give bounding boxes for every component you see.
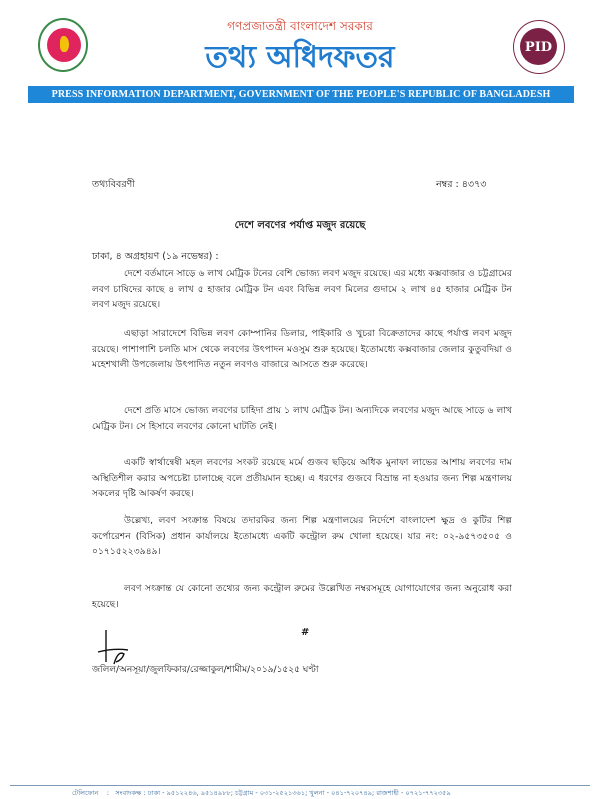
paragraph-5 <box>92 513 512 560</box>
footer-separator: : <box>106 789 110 797</box>
footer-label: টেলিফোন <box>72 789 99 797</box>
government-line: গণপ্রজাতন্ত্রী বাংলাদেশ সরকার <box>227 19 373 33</box>
paragraph-text: উল্লেখ্য, লবণ সংক্রান্ত বিষয়ে তদারকির জন্য শিল্প মন্ত্রণালয়ের নির্দেশে বাংলাদেশ ক্ষুদ্র ও কুটির শিল্প কর্পোরেশন (বিসিক) প্রধান কার্যালয়ে ইতোমধ্যে একটি কন্ট্রোল রুম খোলা হয়েছে। যার নং: ০২-৯৫৭৩৫০৫ ও ০১৭১৫২২৩৯৪৯। <box>92 515 512 557</box>
paragraph-text: লবণ সংক্রান্ত যে কোনো তথ্যের জন্য কন্ট্রোল রুমের উল্লেখিত নম্বরসমূহে যোগাযোগের জন্য অনুরোধ করা হয়েছে। <box>92 583 512 610</box>
pid-logo-text: PID <box>520 28 557 65</box>
government-seal-logo <box>38 18 88 72</box>
paragraph-3 <box>92 403 512 434</box>
reference-line: জলিল/অনসূয়া/জুলফিকার/রেজ্জাকুল/শামীম/২০১৯/১৫২৫ ঘণ্টা <box>92 665 319 675</box>
memo-number: নম্বর : ৪৩৭৩ <box>436 179 487 190</box>
paragraph-1 <box>92 266 512 313</box>
paragraph-text: একটি স্বার্থান্বেষী মহল লবণের সংকট রয়েছে মর্মে গুজব ছড়িয়ে অধিক মুনাফা লাভের আশায় লবণের দাম অস্থিতিশীল করার অপচেষ্টা চালাচ্ছে বলে প্রতীয়মান হচ্ছে। এ ধরণের গুজবে বিভ্রান্ত না হওয়ার জন্য শিল্প মন্ত্রণালয় সকলের দৃষ্টি আকর্ষণ করছে। <box>92 457 512 499</box>
paragraph-text: এছাড়া সারাদেশে বিভিন্ন লবণ কোম্পানির ডিলার, পাইকারি ও খুচরা বিক্রেতাদের কাছে পর্যাপ্ত লবণ মজুদ রয়েছে। পাশাপাশি চলতি মাস থেকে লবণের উৎপাদন মওসুম শুরু হয়েছে। ইতোমধ্যে কক্সবাজার জেলার কুতুবদিয়া ও মহেশখালী উপজেলায় উৎপাদিত নতুন লবণও বাজারে আসতে শুরু করেছে। <box>92 328 512 370</box>
department-title: তথ্য অধিদফতর <box>205 40 395 75</box>
paragraph-text: দেশে বর্তমানে সাড়ে ৬ লাখ মেট্রিক টনের বেশি ভোজ্য লবণ মজুদ রয়েছে। এর মধ্যে কক্সবাজার ও চট্টগ্রামের লবণ চাষিদের কাছে ৪ লাখ ৫ হাজার মেট্রিক টন এবং বিভিন্ন লবণ মিলের গুদামে ২ লাখ ৪৫ হাজার মেট্রিক টন লবণ মজুদ রয়েছে। <box>92 268 512 310</box>
pid-logo <box>513 20 565 74</box>
department-banner: PRESS INFORMATION DEPARTMENT, GOVERNMENT OF THE PEOPLE'S REPUBLIC OF BANGLADESH <box>28 86 574 103</box>
footer-divider <box>10 785 590 786</box>
document-type-label: তথ্যবিবরণী <box>92 179 136 190</box>
footer-contacts <box>72 787 582 799</box>
end-mark: # <box>301 627 310 638</box>
headline: দেশে লবণের পর্যাপ্ত মজুদ রয়েছে <box>234 220 366 231</box>
bangladesh-map-icon <box>60 36 69 52</box>
paragraph-4 <box>92 455 512 502</box>
dateline: ঢাকা, ৪ অগ্রহায়ণ (১৯ নভেম্বর) : <box>92 251 219 262</box>
paragraph-6 <box>92 581 512 612</box>
paragraph-text: দেশে প্রতি মাসে ভোজ্য লবণের চাহিদা প্রায় ১ লাখ মেট্রিক টন। অন্যদিকে লবণের মজুদ আছে সাড়ে ৬ লাখ মেট্রিক টন। সে হিসাবে লবণের কোনো ঘাটতি নেই। <box>92 405 512 432</box>
signature <box>96 628 142 666</box>
paragraph-2 <box>92 326 512 373</box>
footer-phone-numbers: সংবাদকক্ষ : ঢাকা - ৯৫১২২৪৬, ৯৫১৪৯৮৮; চট্টগ্রাম - ০৩১-২৫২১৩৬১; খুলনা - ০৪১-৭২০৭৪৯; রাজশাহী - ০৭২১-৭৭২৩৫৯ <box>115 789 451 797</box>
